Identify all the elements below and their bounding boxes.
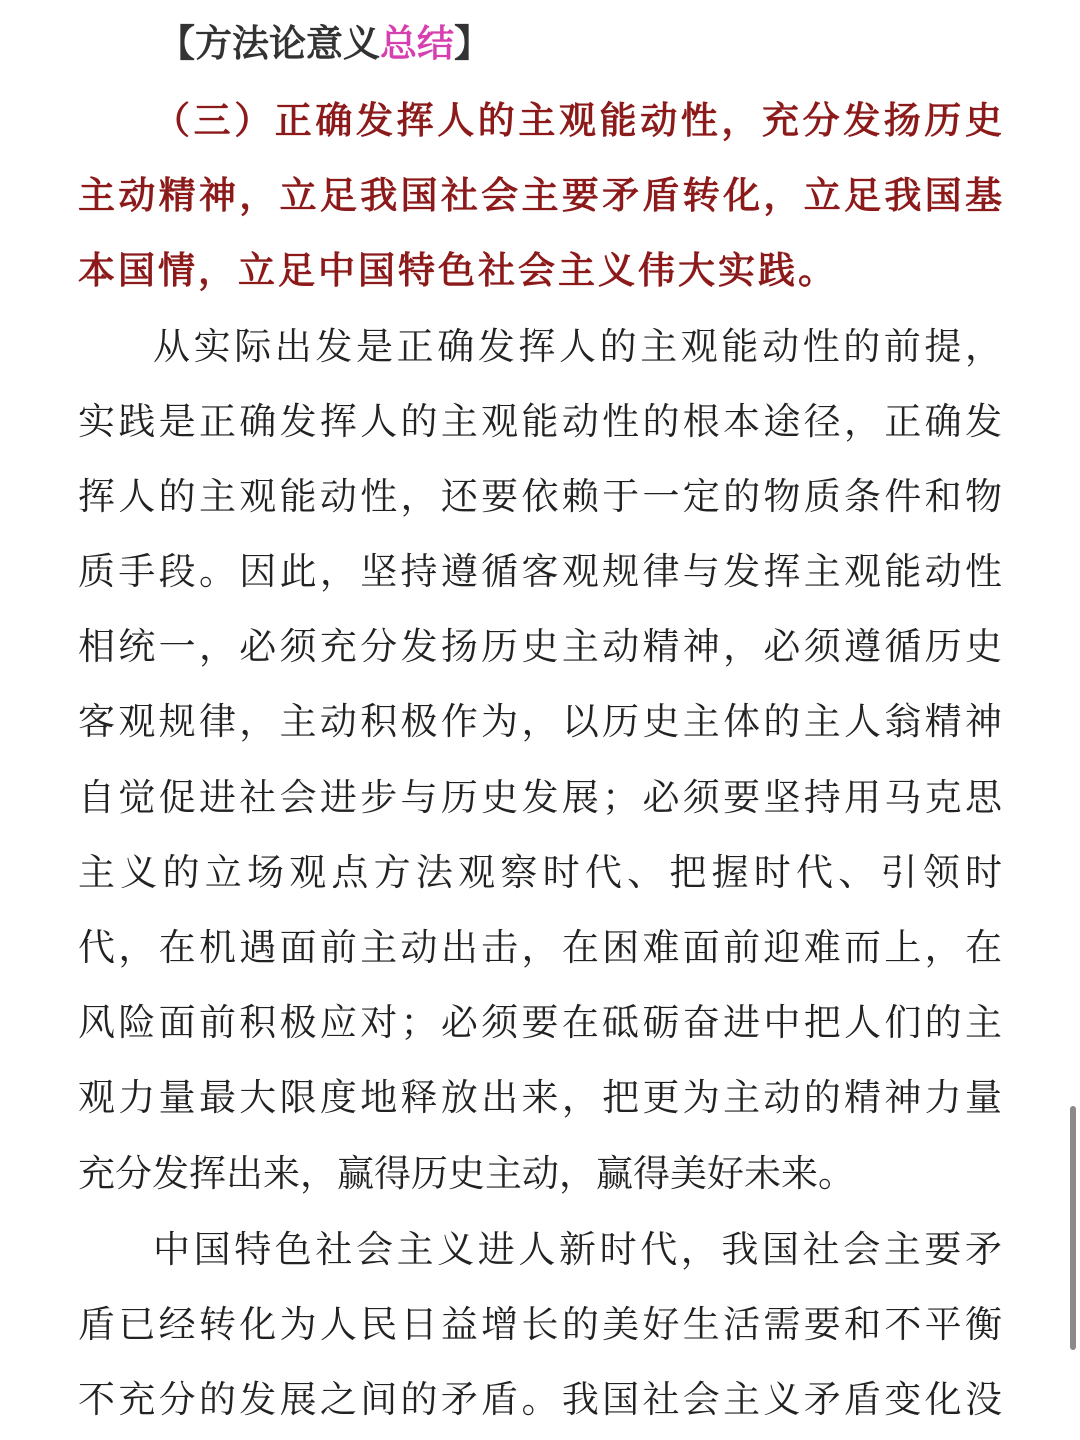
paragraph-text: 质手段。因此，坚持遵循客观规律与发挥主观能动性 (78, 550, 1002, 593)
paragraph-line (0, 534, 1080, 610)
paragraph-text: 充分发挥出来，赢得历史主动，赢得美好未来。 (78, 1152, 855, 1195)
paragraph-line (0, 609, 1080, 685)
paragraph-text: 不充分的发展之间的矛盾。我国社会主义矛盾变化没 (78, 1378, 1002, 1421)
subheading-text: 本国情，立足中国特色社会主义伟大实践。 (78, 249, 838, 292)
paragraph-text: 挥人的主观能动性，还要依赖于一定的物质条件和物 (78, 475, 1002, 518)
paragraph-line (0, 684, 1080, 760)
paragraph-text: 主义的立场观点方法观察时代、把握时代、引领时 (78, 851, 1002, 894)
paragraph-text: 客观规律，主动积极作为，以历史主体的主人翁精神 (78, 700, 1002, 743)
paragraph-line (0, 459, 1080, 535)
subheading-line (0, 158, 1080, 234)
paragraph-text: 相统一，必须充分发扬历史主动精神，必须遵循历史 (78, 625, 1002, 668)
paragraph-text: 中国特色社会主义进人新时代，我国社会主要矛 (153, 1228, 1002, 1271)
paragraph-line (0, 835, 1080, 911)
paragraph-text: 盾已经转化为人民日益增长的美好生活需要和不平衡 (78, 1303, 1002, 1346)
heading-close-bracket: 】 (454, 22, 491, 65)
subheading-text: （三）正确发挥人的主观能动性，充分发扬历史 (153, 99, 1002, 142)
heading-main-text: 方法论意义 (195, 22, 380, 65)
paragraph-line (0, 910, 1080, 986)
paragraph-text: 代，在机遇面前主动出击，在困难面前迎难而上，在 (78, 926, 1002, 969)
subheading-line (0, 233, 1080, 309)
paragraph-line (0, 760, 1080, 836)
paragraph-line (0, 1287, 1080, 1363)
paragraph-line (0, 985, 1080, 1061)
subheading-text: 主动精神，立足我国社会主要矛盾转化，立足我国基 (78, 174, 1002, 217)
paragraph-line (0, 309, 1080, 385)
heading-accent-text: 总结 (380, 22, 454, 65)
paragraph-text: 实践是正确发挥人的主观能动性的根本途径，正确发 (78, 400, 1002, 443)
paragraph-line (0, 1136, 1080, 1212)
paragraph-text: 从实际出发是正确发挥人的主观能动性的前提， (153, 325, 1002, 368)
paragraph-line (0, 384, 1080, 460)
section-heading (158, 6, 491, 82)
paragraph-line (0, 1060, 1080, 1136)
paragraph-text: 自觉促进社会进步与历史发展；必须要坚持用马克思 (78, 776, 1002, 819)
heading-open-bracket: 【 (158, 22, 195, 65)
paragraph-line (0, 1362, 1080, 1438)
paragraph-line (0, 1212, 1080, 1288)
subheading-line (0, 83, 1080, 159)
paragraph-text: 观力量最大限度地释放出来，把更为主动的精神力量 (78, 1076, 1002, 1119)
vertical-scrollbar[interactable] (1070, 1106, 1076, 1350)
paragraph-text: 风险面前积极应对；必须要在砥砺奋进中把人们的主 (78, 1001, 1002, 1044)
